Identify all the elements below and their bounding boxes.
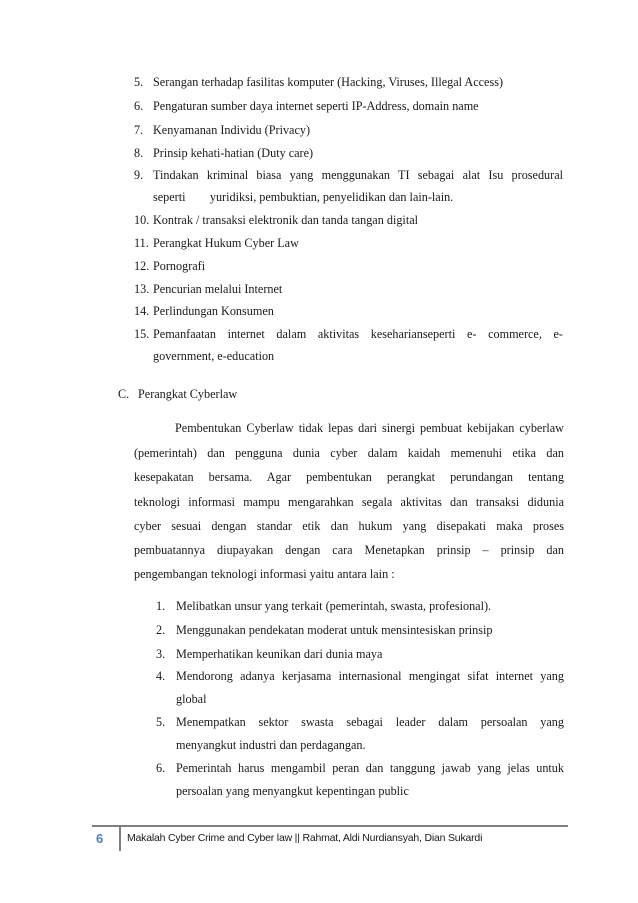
list-item-continuation: government, e-education (153, 349, 275, 363)
list-number: 14. (134, 304, 150, 318)
paragraph-line: (pemerintah) dan pengguna dunia cyber dalam kaidah memenuhi etika dan (134, 446, 564, 460)
list-number: 11. (134, 236, 149, 250)
list-item-continuation: seperti yuridiksi, pembuktian, penyelidikan dan lain-lain. (153, 190, 454, 204)
list-item-continuation: menyangkut industri dan perdagangan. (176, 738, 366, 752)
list-number: 12. (134, 259, 150, 273)
list-item-text: Menggunakan pendekatan moderat untuk mensintesiskan prinsip (176, 623, 493, 637)
list-item-continuation: persoalan yang menyangkut kepentingan public (176, 784, 409, 798)
list-number: 4. (156, 669, 166, 683)
list-number: 3. (156, 647, 166, 661)
list-item-text: Pemerintah harus mengambil peran dan tanggung jawab yang jelas untuk (176, 761, 564, 775)
paragraph-line: pengembangan teknologi informasi yaitu antara lain : (134, 567, 395, 581)
list-item-text: Perangkat Hukum Cyber Law (153, 236, 299, 250)
list-number: 5. (156, 715, 166, 729)
list-number: 6. (156, 761, 166, 775)
paragraph-line: pembuatannya diupayakan dengan cara Menetapkan prinsip – prinsip dan (134, 543, 564, 557)
section-letter: C. (118, 387, 130, 401)
page-number: 6 (96, 831, 104, 846)
footer-text: Makalah Cyber Crime and Cyber law || Rahmat, Aldi Nurdiansyah, Dian Sukardi (127, 832, 483, 844)
list-item-text: Pornografi (153, 259, 206, 273)
list-number: 13. (134, 282, 150, 296)
list-number: 8. (134, 146, 144, 160)
list-item-text: Serangan terhadap fasilitas komputer (Hacking, Viruses, Illegal Access) (153, 75, 503, 89)
list-item-text: Kontrak / transaksi elektronik dan tanda tangan digital (153, 213, 419, 227)
list-item-text: Prinsip kehati-hatian (Duty care) (153, 146, 314, 160)
paragraph-line: Pembentukan Cyberlaw tidak lepas dari sinergi pembuat kebijakan cyberlaw (175, 421, 564, 435)
paragraph-line: cyber sesuai dengan standar etik dan hukum yang disepakati maka proses (134, 519, 564, 533)
list-number: 7. (134, 123, 144, 137)
list-item-text: Perlindungan Konsumen (153, 304, 274, 318)
list-item-text: Mendorong adanya kerjasama internasional mengingat sifat internet yang (176, 669, 564, 683)
footer-separator (119, 827, 121, 851)
footer-divider (92, 825, 568, 827)
list-item-text: Melibatkan unsur yang terkait (pemerintah, swasta, profesional). (176, 599, 492, 613)
paragraph-line: kesepakatan bersama. Agar pembentukan perangkat perundangan tentang (134, 470, 564, 484)
list-item-text: Tindakan kriminal biasa yang menggunakan TI sebagai alat Isu prosedural (153, 168, 563, 182)
list-item-continuation: global (176, 692, 207, 706)
list-number: 9. (134, 168, 144, 182)
section-title: Perangkat Cyberlaw (138, 387, 238, 401)
list-item-text: Pencurian melalui Internet (153, 282, 283, 296)
list-number: 5. (134, 75, 144, 89)
list-item-text: Pengaturan sumber daya internet seperti IP-Address, domain name (153, 99, 479, 113)
list-number: 6. (134, 99, 144, 113)
list-number: 10. (134, 213, 150, 227)
paragraph-line: teknologi informasi mampu mengarahkan segala aktivitas dan transaksi didunia (134, 495, 564, 509)
list-item-text: Pemanfaatan internet dalam aktivitas keseharianseperti e- commerce, e- (153, 327, 563, 341)
list-number: 2. (156, 623, 166, 637)
list-item-text: Kenyamanan Individu (Privacy) (153, 123, 311, 137)
list-number: 15. (134, 327, 150, 341)
list-item-text: Menempatkan sektor swasta sebagai leader dalam persoalan yang (176, 715, 564, 729)
list-item-text: Memperhatikan keunikan dari dunia maya (176, 647, 383, 661)
list-number: 1. (156, 599, 166, 613)
